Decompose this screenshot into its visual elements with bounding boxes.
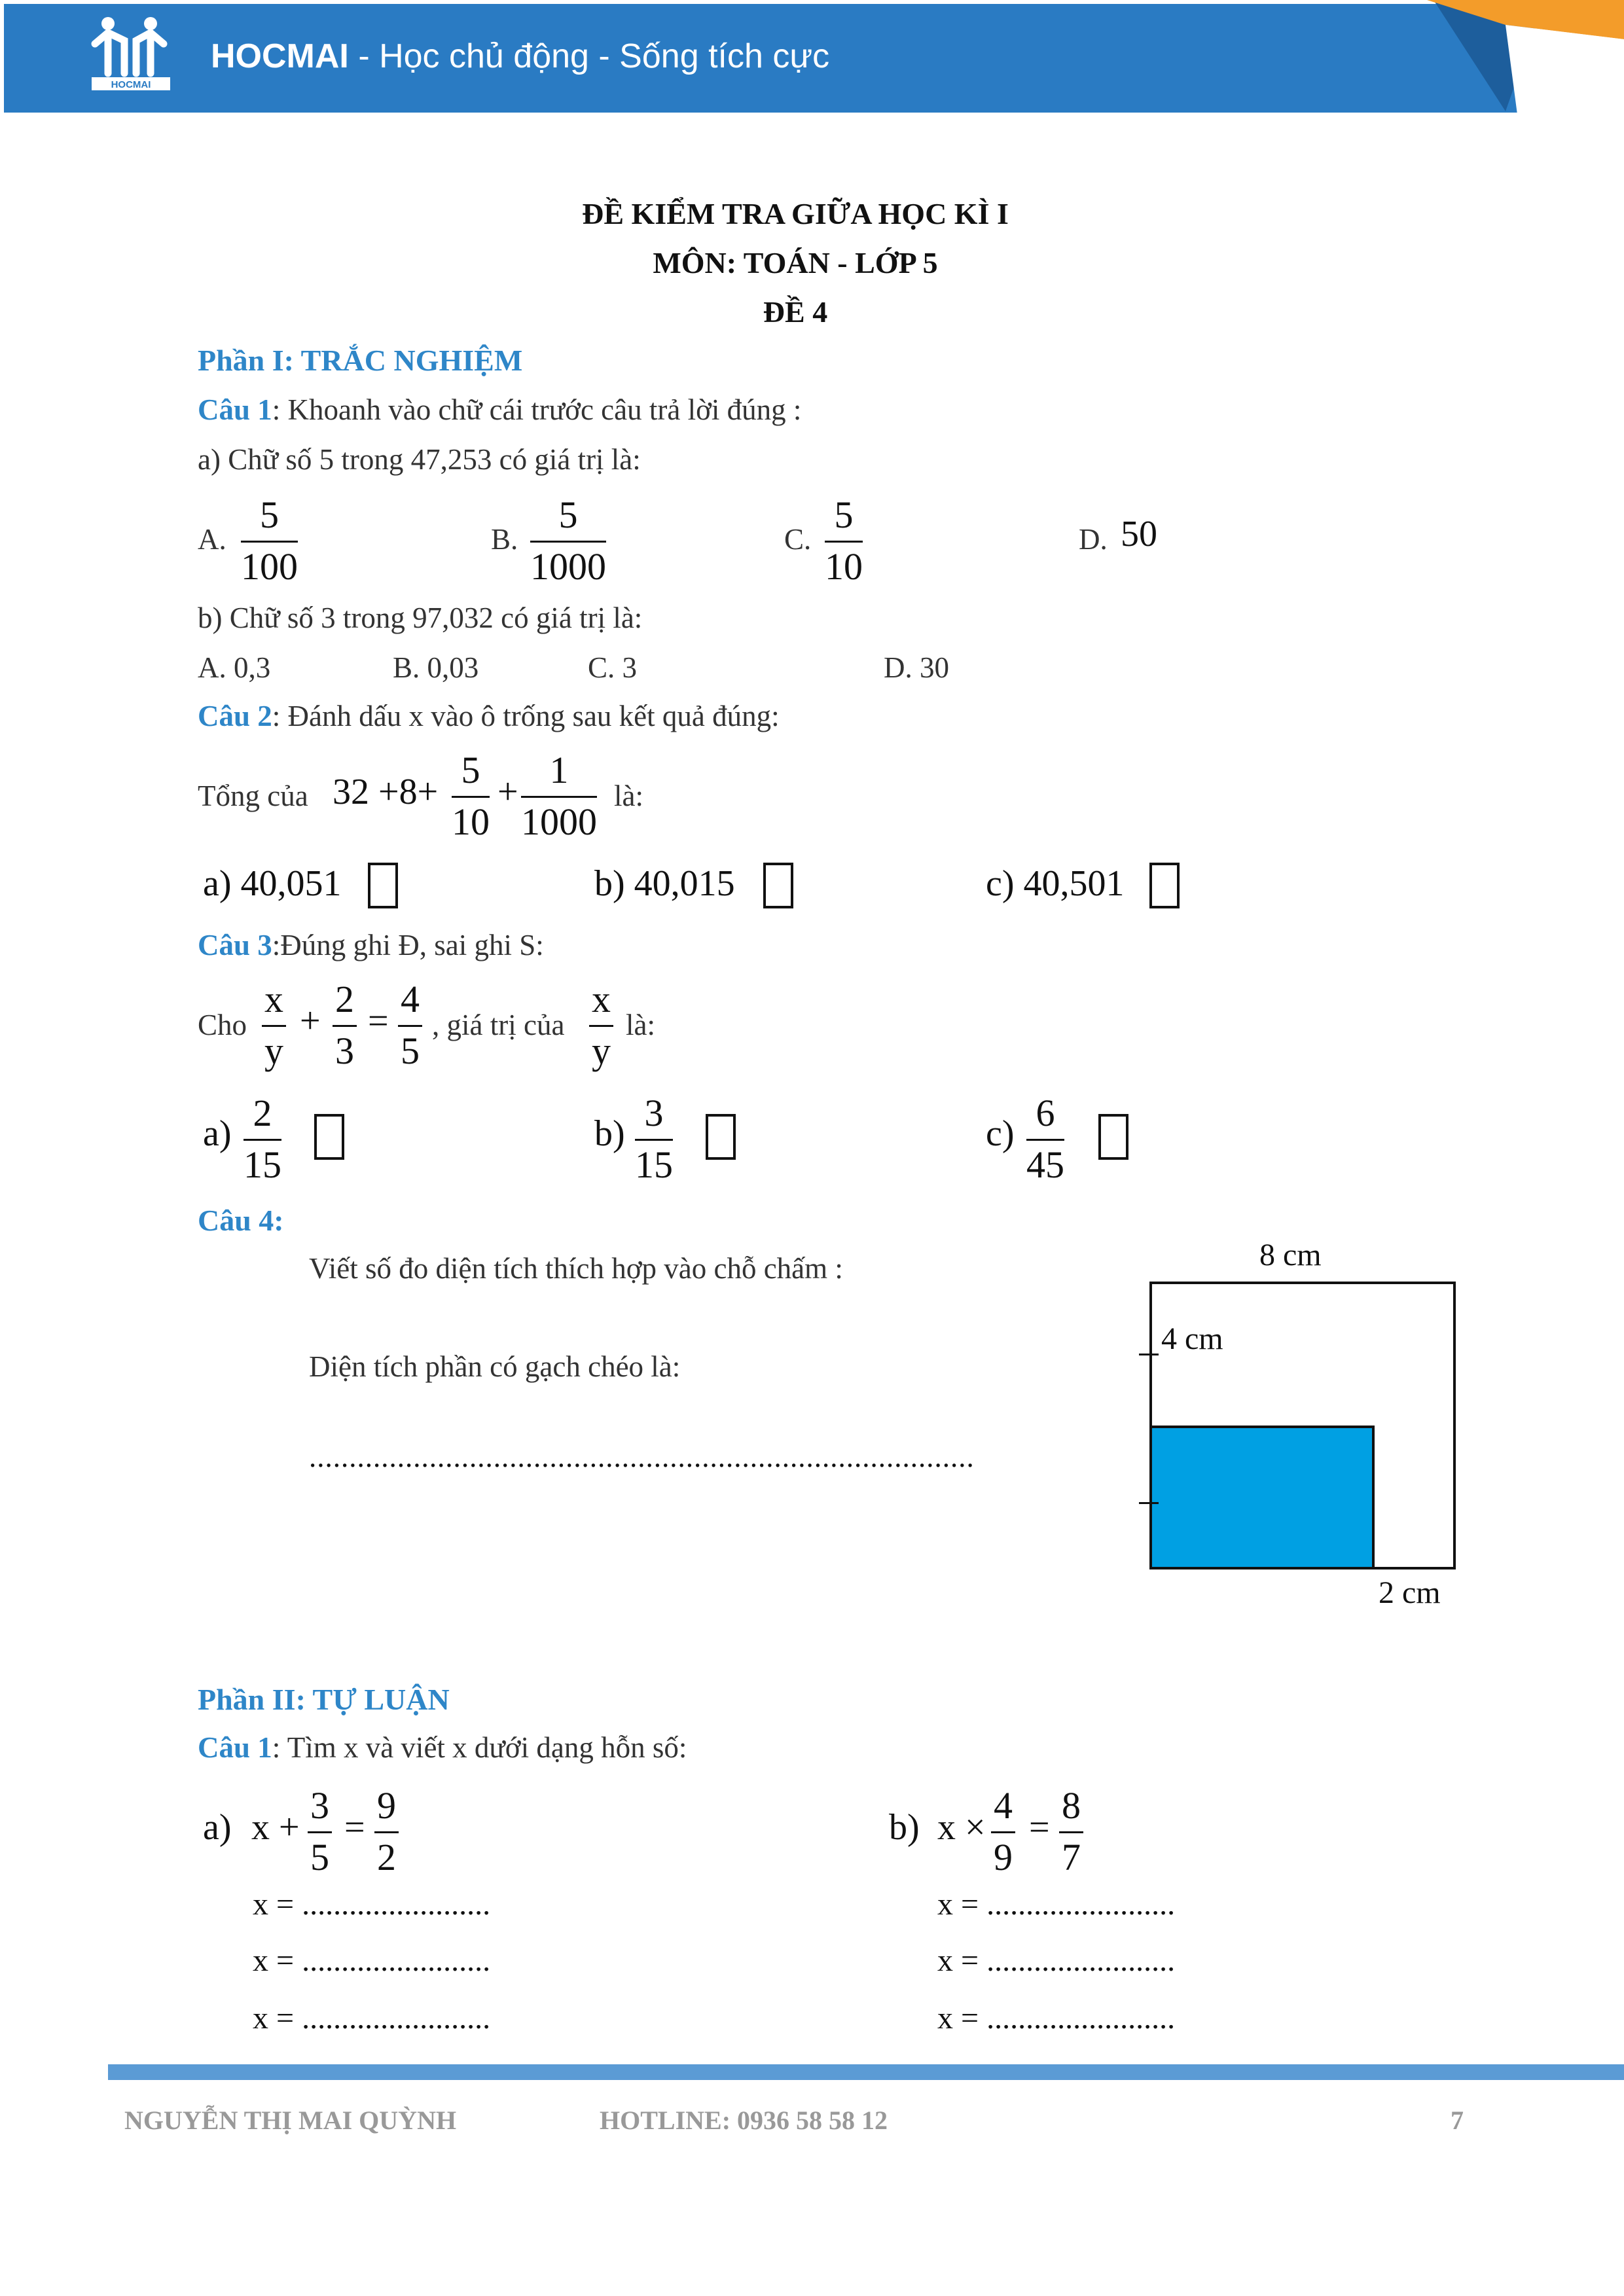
q1a-option-a-fraction: $\frac{5}{100}$	[241, 491, 298, 591]
p2-b-label: b)	[889, 1807, 920, 1848]
q2-line	[198, 699, 780, 733]
q3-label: Câu 3	[198, 929, 272, 961]
q1a-option-a-letter: A.	[198, 523, 226, 556]
q2-sum-prefix: Tổng của	[198, 780, 308, 812]
p2-q1-line	[198, 1731, 687, 1765]
q4-area-prompt: Diện tích phần có gạch chéo là:	[309, 1350, 681, 1383]
p2-a-lhs: x +	[251, 1807, 300, 1848]
p2-a-answer-line-3[interactable]: x = ........................	[253, 2001, 491, 2036]
q2-sum-expr: 32 +8+	[333, 772, 439, 812]
p2-a-answer-line-2[interactable]: x = ........................	[253, 1943, 491, 1978]
q4-figure-tick-top	[1139, 1354, 1159, 1355]
q1a-option-d-value: 50	[1121, 514, 1157, 554]
q2-option-b-checkbox[interactable]	[763, 863, 793, 908]
svg-text:HOCMAI: HOCMAI	[111, 79, 151, 90]
footer-hotline: HOTLINE: 0936 58 58 12	[600, 2106, 888, 2135]
p2-q1-text: : Tìm x và viết x dưới dạng hỗn số:	[272, 1731, 687, 1764]
p2-b-equals: =	[1029, 1807, 1050, 1848]
q3-option-b-box[interactable]	[706, 1114, 736, 1160]
q1b-option-b: B. 0,03	[393, 651, 479, 684]
q1a-prompt: a) Chữ số 5 trong 47,253 có giá trị là:	[198, 443, 641, 476]
brand-tagline: - Học chủ động - Sống tích cực	[348, 37, 830, 75]
q3-option-c-box[interactable]	[1098, 1114, 1128, 1160]
q2-fraction-1: $\frac{5}{10}$	[452, 746, 490, 846]
q1b-option-c: C. 3	[588, 651, 638, 684]
q1-line	[198, 393, 801, 427]
exam-subject: MÔN: TOÁN - LỚP 5	[653, 246, 938, 279]
q3-fraction-4-5: $\frac{4}{5}$	[398, 975, 422, 1075]
q3-plus: +	[300, 1001, 321, 1041]
q2-text: : Đánh dấu x vào ô trống sau kết quả đúng:	[272, 700, 780, 732]
q2-plus: +	[497, 772, 518, 812]
hocmai-logo-icon	[85, 14, 177, 93]
p2-a-fraction-1: $\frac{3}{5}$	[308, 1782, 332, 1882]
q3-option-c-fraction: $\frac{6}{45}$	[1026, 1089, 1064, 1189]
q4-figure-shaded-rect	[1149, 1426, 1375, 1570]
q1b-option-a: A. 0,3	[198, 651, 271, 684]
q3-option-a-fraction: $\frac{2}{15}$	[244, 1089, 281, 1189]
q3-mid-text: , giá trị của	[432, 1009, 565, 1041]
exam-number: ĐỀ 4	[763, 295, 828, 329]
brand-name: HOCMAI	[211, 37, 349, 75]
q3-option-a-label: a)	[203, 1113, 232, 1154]
q2-option-a-checkbox[interactable]	[368, 863, 398, 908]
footer-author: NGUYỄN THỊ MAI QUỲNH	[124, 2106, 457, 2135]
p2-a-answer-line-1[interactable]: x = ........................	[253, 1887, 491, 1922]
q4-instruction: Viết số đo diện tích thích hợp vào chỗ chấm :	[309, 1252, 843, 1285]
p2-q1-label: Câu 1	[198, 1731, 272, 1764]
p2-b-lhs: x ×	[937, 1807, 986, 1848]
p2-a-equals: =	[344, 1807, 365, 1848]
q2-option-b: b) 40,015	[594, 863, 735, 904]
q2-label: Câu 2	[198, 700, 272, 732]
q3-line	[198, 928, 544, 962]
exam-title: ĐỀ KIỂM TRA GIỮA HỌC KÌ I	[582, 197, 1009, 230]
q1a-option-c-fraction: $\frac{5}{10}$	[825, 491, 863, 591]
p2-a-label: a)	[203, 1807, 232, 1848]
q3-end-text: là:	[626, 1009, 655, 1041]
q2-option-a: a) 40,051	[203, 863, 342, 904]
p2-a-fraction-2: $\frac{9}{2}$	[374, 1782, 399, 1882]
q4-figure-top-label: 8 cm	[1259, 1238, 1322, 1272]
q4-figure-side-label: 4 cm	[1161, 1321, 1223, 1356]
footer-divider	[108, 2064, 1624, 2080]
q3-option-c-label: c)	[986, 1113, 1015, 1154]
q2-sum-suffix: là:	[614, 780, 643, 812]
q1-text: : Khoanh vào chữ cái trước câu trả lời đúng :	[272, 393, 802, 426]
p2-b-answer-line-1[interactable]: x = ........................	[937, 1887, 1176, 1922]
q4-answer-dots[interactable]: ...................................................................................	[309, 1441, 975, 1473]
q1a-option-d-letter: D.	[1079, 523, 1108, 556]
q3-option-b-label: b)	[594, 1113, 625, 1154]
q4-label: Câu 4:	[198, 1204, 284, 1237]
q3-fraction-2-3: $\frac{2}{3}$	[333, 975, 357, 1075]
q3-option-b-fraction: $\frac{3}{15}$	[635, 1089, 673, 1189]
q1a-option-b-letter: B.	[491, 523, 518, 556]
brand-slogan	[211, 37, 829, 76]
q3-fraction-x-y-2: $\frac{x}{y}$	[589, 975, 613, 1075]
q1a-option-c-letter: C.	[784, 523, 812, 556]
header-corner-decoration	[1427, 0, 1624, 124]
q1-label: Câu 1	[198, 393, 272, 426]
q1b-option-d: D. 30	[884, 651, 949, 684]
q3-equals: =	[368, 1001, 389, 1041]
p2-b-fraction-1: $\frac{4}{9}$	[991, 1782, 1015, 1882]
q4-figure-tick-bottom	[1139, 1502, 1159, 1504]
part1-heading: Phần I: TRẮC NGHIỆM	[198, 344, 523, 377]
q3-option-a-box[interactable]	[314, 1114, 344, 1160]
q2-fraction-2: $\frac{1}{1000}$	[521, 746, 597, 846]
footer-page-number: 7	[1451, 2106, 1464, 2135]
p2-b-answer-line-2[interactable]: x = ........................	[937, 1943, 1176, 1978]
q1b-prompt: b) Chữ số 3 trong 97,032 có giá trị là:	[198, 601, 643, 634]
part2-heading: Phần II: TỰ LUẬN	[198, 1683, 450, 1716]
p2-b-fraction-2: $\frac{8}{7}$	[1059, 1782, 1083, 1882]
q4-figure-bottom-label: 2 cm	[1379, 1575, 1441, 1610]
q3-cho: Cho	[198, 1009, 247, 1041]
q3-fraction-x-y: $\frac{x}{y}$	[262, 975, 286, 1075]
p2-b-answer-line-3[interactable]: x = ........................	[937, 2001, 1176, 2036]
q2-option-c: c) 40,501	[986, 863, 1125, 904]
q1a-option-b-fraction: $\frac{5}{1000}$	[530, 491, 606, 591]
q2-option-c-checkbox[interactable]	[1149, 863, 1180, 908]
q3-text: :Đúng ghi Đ, sai ghi S:	[272, 929, 544, 961]
